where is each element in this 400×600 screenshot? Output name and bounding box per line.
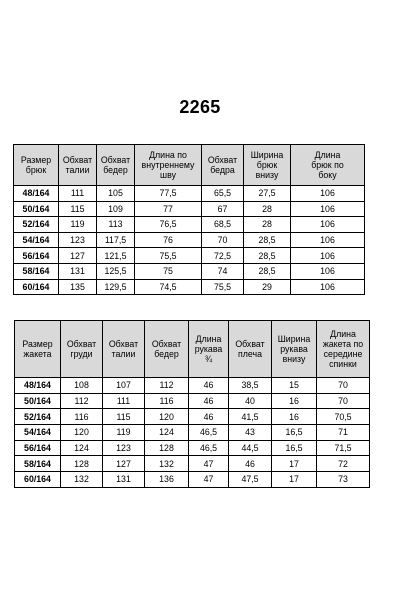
pants-value-cell: 111 [59, 186, 97, 202]
pants-value-cell: 131 [59, 263, 97, 279]
jacket-header-text: середине [323, 349, 363, 359]
pants-size-table [13, 144, 365, 295]
jacket-header-text: жакета по [322, 339, 364, 349]
jacket-header-text: Обхват [151, 339, 182, 349]
pants-header-text: Размер [20, 155, 52, 165]
jacket-value-cell: 120 [61, 425, 103, 441]
jacket-value-cell: 16 [272, 409, 317, 425]
pants-value-cell: 135 [59, 279, 97, 295]
jacket-size-table [14, 320, 370, 488]
jacket-header-text: груди [70, 349, 93, 359]
pants-header-cell [291, 145, 365, 186]
pants-value-cell: 106 [291, 217, 365, 233]
pants-value-cell: 76 [135, 232, 202, 248]
jacket-header-text: бедер [154, 349, 179, 359]
jacket-header-text: Обхват [66, 339, 97, 349]
jacket-value-cell: 112 [145, 378, 189, 394]
pants-row [14, 201, 365, 217]
pants-value-cell: 123 [59, 232, 97, 248]
jacket-header-text: Размер [22, 339, 53, 349]
jacket-value-cell: 38,5 [229, 378, 272, 394]
jacket-row [15, 456, 370, 472]
jacket-value-cell: 108 [61, 378, 103, 394]
jacket-header-cell [61, 321, 103, 378]
pants-value-cell: 125,5 [97, 263, 135, 279]
jacket-header-text: рукава [194, 344, 223, 354]
jacket-value-cell: 17 [272, 456, 317, 472]
jacket-size-cell: 54/164 [15, 425, 61, 441]
pants-header-cell [14, 145, 59, 186]
pants-value-cell: 28,5 [244, 248, 291, 264]
jacket-value-cell: 127 [103, 456, 145, 472]
pants-value-cell: 75,5 [135, 248, 202, 264]
jacket-value-cell: 46 [189, 393, 229, 409]
pants-row [14, 217, 365, 233]
pants-value-cell: 74 [202, 263, 244, 279]
pants-table-header [14, 145, 365, 186]
pants-value-cell: 76,5 [135, 217, 202, 233]
jacket-value-cell: 120 [145, 409, 189, 425]
pants-value-cell: 113 [97, 217, 135, 233]
pants-value-cell: 67 [202, 201, 244, 217]
pants-value-cell: 77,5 [135, 186, 202, 202]
pants-value-cell: 28 [244, 217, 291, 233]
jacket-value-cell: 128 [145, 440, 189, 456]
jacket-header-text: Длина [330, 329, 356, 339]
pants-size-cell: 52/164 [14, 217, 59, 233]
jacket-value-cell: 123 [103, 440, 145, 456]
jacket-value-cell: 71,5 [317, 440, 370, 456]
jacket-header-text: внизу [282, 354, 306, 364]
pants-header-text: Длина по [149, 150, 187, 160]
pants-header-text: шву [160, 170, 176, 180]
jacket-header-text: спинки [329, 359, 357, 369]
pants-value-cell: 119 [59, 217, 97, 233]
pants-header-text: Обхват [62, 155, 93, 165]
jacket-header-text: жакета [23, 349, 52, 359]
pants-value-cell: 27,5 [244, 186, 291, 202]
pants-value-cell: 106 [291, 201, 365, 217]
jacket-row [15, 472, 370, 488]
pants-header-cell [202, 145, 244, 186]
pants-value-cell: 115 [59, 201, 97, 217]
jacket-header-cell [229, 321, 272, 378]
jacket-value-cell: 46 [229, 456, 272, 472]
pants-header-text: Длина [314, 150, 341, 160]
jacket-value-cell: 136 [145, 472, 189, 488]
pants-header-text: бедра [210, 165, 235, 175]
jacket-value-cell: 116 [145, 393, 189, 409]
jacket-row [15, 409, 370, 425]
pants-value-cell: 77 [135, 201, 202, 217]
pants-table-body [14, 186, 365, 295]
pants-row [14, 186, 365, 202]
jacket-size-cell: 48/164 [15, 378, 61, 394]
pants-value-cell: 70 [202, 232, 244, 248]
pants-row [14, 232, 365, 248]
jacket-value-cell: 124 [61, 440, 103, 456]
pants-header-text: Обхват [100, 155, 131, 165]
pants-row [14, 263, 365, 279]
jacket-table-header [15, 321, 370, 378]
pants-value-cell: 75 [135, 263, 202, 279]
jacket-row [15, 425, 370, 441]
pants-value-cell: 28,5 [244, 263, 291, 279]
jacket-row [15, 378, 370, 394]
pants-header-row [14, 145, 365, 186]
jacket-value-cell: 119 [103, 425, 145, 441]
pants-header-cell [135, 145, 202, 186]
jacket-size-cell: 56/164 [15, 440, 61, 456]
jacket-value-cell: 15 [272, 378, 317, 394]
jacket-value-cell: 107 [103, 378, 145, 394]
jacket-size-cell: 60/164 [15, 472, 61, 488]
pants-value-cell: 121,5 [97, 248, 135, 264]
pants-value-cell: 74,5 [135, 279, 202, 295]
pants-value-cell: 105 [97, 186, 135, 202]
pants-value-cell: 106 [291, 279, 365, 295]
jacket-value-cell: 46 [189, 378, 229, 394]
jacket-row [15, 440, 370, 456]
pants-value-cell: 28 [244, 201, 291, 217]
pants-value-cell: 29 [244, 279, 291, 295]
jacket-header-cell [15, 321, 61, 378]
pants-value-cell: 75,5 [202, 279, 244, 295]
jacket-value-cell: 40 [229, 393, 272, 409]
pants-header-text: брюк [25, 165, 47, 175]
jacket-value-cell: 46,5 [189, 425, 229, 441]
jacket-value-cell: 47 [189, 472, 229, 488]
jacket-header-text: Длина [195, 334, 222, 344]
pants-size-cell: 50/164 [14, 201, 59, 217]
pants-value-cell: 109 [97, 201, 135, 217]
jacket-size-cell: 50/164 [15, 393, 61, 409]
pants-size-cell: 60/164 [14, 279, 59, 295]
jacket-value-cell: 46,5 [189, 440, 229, 456]
jacket-table-body [15, 378, 370, 488]
jacket-value-cell: 43 [229, 425, 272, 441]
jacket-size-cell: 52/164 [15, 409, 61, 425]
pants-header-text: талии [65, 165, 90, 175]
jacket-value-cell: 41,5 [229, 409, 272, 425]
jacket-header-cell [317, 321, 370, 378]
pants-value-cell: 106 [291, 232, 365, 248]
pants-size-cell: 56/164 [14, 248, 59, 264]
jacket-value-cell: 46 [189, 409, 229, 425]
pants-header-text: брюк по [311, 160, 344, 170]
pants-size-cell: 48/164 [14, 186, 59, 202]
jacket-header-text: рукава [280, 344, 308, 354]
jacket-header-text: талии [111, 349, 136, 359]
pants-value-cell: 28,5 [244, 232, 291, 248]
jacket-value-cell: 132 [145, 456, 189, 472]
jacket-row [15, 393, 370, 409]
pants-value-cell: 129,5 [97, 279, 135, 295]
jacket-value-cell: 70,5 [317, 409, 370, 425]
jacket-value-cell: 17 [272, 472, 317, 488]
pants-header-cell [59, 145, 97, 186]
pants-row [14, 279, 365, 295]
jacket-value-cell: 112 [61, 393, 103, 409]
jacket-header-cell [103, 321, 145, 378]
jacket-header-cell [145, 321, 189, 378]
pants-header-text: бедер [103, 165, 128, 175]
pants-header-text: Ширина [250, 150, 284, 160]
jacket-value-cell: 70 [317, 378, 370, 394]
pants-row [14, 248, 365, 264]
jacket-size-cell: 58/164 [15, 456, 61, 472]
pants-value-cell: 68,5 [202, 217, 244, 233]
pants-value-cell: 106 [291, 186, 365, 202]
jacket-value-cell: 47 [189, 456, 229, 472]
jacket-header-text: Ширина [277, 334, 311, 344]
jacket-value-cell: 73 [317, 472, 370, 488]
jacket-value-cell: 16 [272, 393, 317, 409]
pants-value-cell: 127 [59, 248, 97, 264]
pants-value-cell: 65,5 [202, 186, 244, 202]
jacket-header-text: Обхват [108, 339, 139, 349]
jacket-value-cell: 116 [61, 409, 103, 425]
pants-header-text: брюк [256, 160, 278, 170]
jacket-value-cell: 124 [145, 425, 189, 441]
pants-header-text: Обхват [207, 155, 238, 165]
pants-header-text: внутреннему [141, 160, 195, 170]
jacket-header-cell [189, 321, 229, 378]
pants-header-text: боку [318, 170, 337, 180]
jacket-header-row [15, 321, 370, 378]
jacket-value-cell: 111 [103, 393, 145, 409]
jacket-header-text: плеча [238, 349, 262, 359]
jacket-header-cell [272, 321, 317, 378]
pants-header-text: внизу [255, 170, 279, 180]
pants-value-cell: 106 [291, 248, 365, 264]
page-title: 2265 [179, 97, 221, 117]
jacket-value-cell: 115 [103, 409, 145, 425]
jacket-value-cell: 131 [103, 472, 145, 488]
pants-header-cell [97, 145, 135, 186]
jacket-value-cell: 16,5 [272, 425, 317, 441]
jacket-value-cell: 16,5 [272, 440, 317, 456]
jacket-value-cell: 44,5 [229, 440, 272, 456]
jacket-value-cell: 72 [317, 456, 370, 472]
pants-size-cell: 58/164 [14, 263, 59, 279]
pants-size-cell: 54/164 [14, 232, 59, 248]
jacket-header-text: ¾ [204, 354, 213, 364]
pants-value-cell: 117,5 [97, 232, 135, 248]
pants-value-cell: 106 [291, 263, 365, 279]
jacket-value-cell: 132 [61, 472, 103, 488]
jacket-header-text: Обхват [235, 339, 265, 349]
jacket-value-cell: 70 [317, 393, 370, 409]
jacket-value-cell: 47,5 [229, 472, 272, 488]
pants-header-cell [244, 145, 291, 186]
jacket-value-cell: 71 [317, 425, 370, 441]
jacket-value-cell: 128 [61, 456, 103, 472]
pants-value-cell: 72,5 [202, 248, 244, 264]
